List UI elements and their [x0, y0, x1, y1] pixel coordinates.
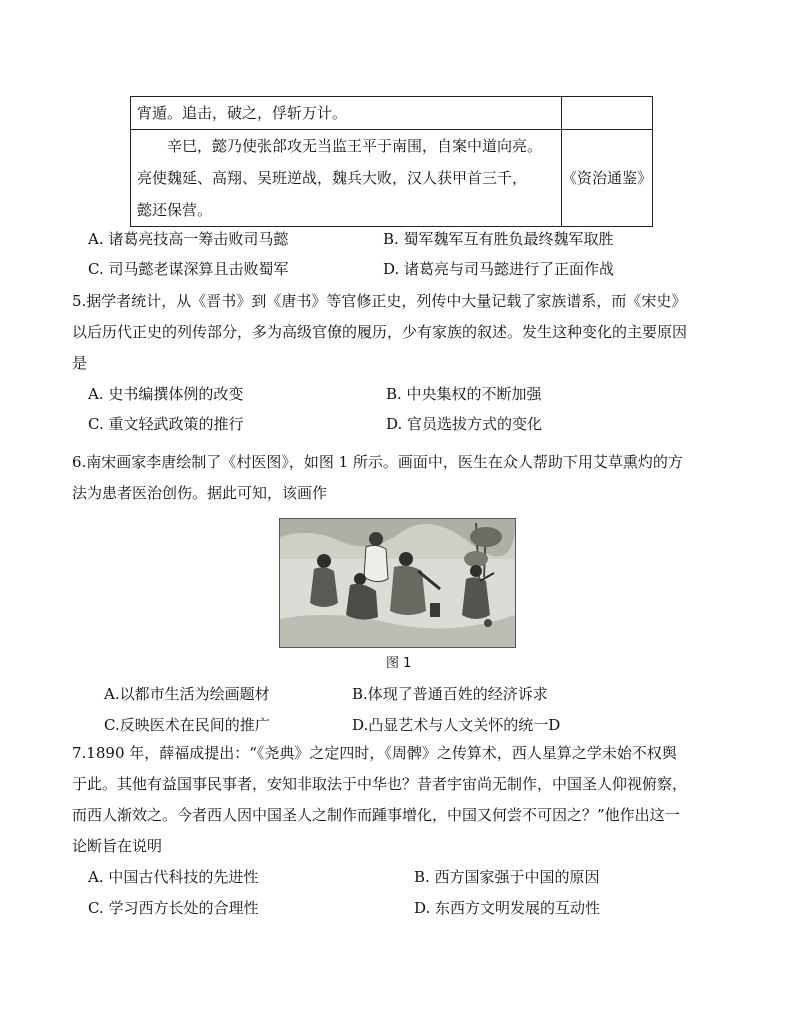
q5-option-b[interactable]: B. 中央集权的不断加强 [386, 385, 542, 403]
table-cell-text [131, 130, 562, 227]
q5-stem-line: 以后历代正史的列传部分，多为高级官僚的履历，少有家族的叙述。发生这种变化的主要原因 [72, 323, 688, 341]
table-cell-empty [562, 97, 653, 130]
table-cell-text: 宵遁。追击，破之，俘斩万计。 [131, 97, 562, 130]
q4-option-d[interactable]: D. 诸葛亮与司马懿进行了正面作战 [383, 260, 615, 278]
q6-option-a[interactable]: A.以都市生活为绘画题材 [104, 685, 270, 703]
q7-stem-line: 7.1890 年，薛福成提出：“《尧典》之定四时，《周髀》之传算术，西人星算之学未始不权舆 [72, 744, 677, 762]
q7-stem-line: 论断旨在说明 [72, 837, 163, 855]
table-text-line: 懿还保营。 [137, 201, 213, 219]
q5-option-c[interactable]: C. 重文轻武政策的推行 [88, 415, 244, 433]
q7-stem-line: 而西人渐效之。今者西人因中国圣人之制作而踵事增化，中国又何尝不可因之？”他作出这一 [72, 806, 680, 824]
q5-stem-line: 是 [72, 354, 88, 372]
painting-illustration [280, 519, 515, 647]
table-cell-source: 《资治通鉴》 [562, 130, 653, 227]
q7-option-d[interactable]: D. 东西方文明发展的互动性 [414, 899, 601, 917]
q7-option-b[interactable]: B. 西方国家强于中国的原因 [414, 868, 600, 886]
q6-option-b[interactable]: B.体现了普通百姓的经济诉求 [352, 685, 548, 703]
q5-option-a[interactable]: A. 史书编撰体例的改变 [88, 385, 244, 403]
q7-option-c[interactable]: C. 学习西方长处的合理性 [88, 899, 259, 917]
table-text-line: 亮使魏延、高翔、吴班逆战，魏兵大败，汉人获甲首三千， [137, 169, 528, 187]
q4-option-a[interactable]: A. 诸葛亮技高一筹击败司马懿 [88, 230, 289, 248]
q6-stem-line: 法为患者医治创伤。据此可知，该画作 [72, 484, 328, 502]
table-row [131, 130, 653, 227]
village-doctor-painting [279, 518, 516, 648]
q6-option-d[interactable]: D.凸显艺术与人文关怀的统一D [352, 716, 561, 734]
q5-option-d[interactable]: D. 官员选拔方式的变化 [386, 415, 543, 433]
q4-option-c[interactable]: C. 司马懿老谋深算且击败蜀军 [88, 260, 289, 278]
source-table [130, 96, 653, 227]
q6-stem-line: 6.南宋画家李唐绘制了《村医图》，如图 1 所示。画面中，医生在众人帮助下用艾草熏灼的方 [72, 453, 683, 471]
table-row [131, 97, 653, 130]
q7-option-a[interactable]: A. 中国古代科技的先进性 [88, 868, 259, 886]
table-text-line: 辛巳，懿乃使张郃攻无当监王平于南围，自案中道向亮。 [167, 137, 543, 155]
figure-caption: 图 1 [386, 656, 412, 671]
q7-stem-line: 于此。其他有益国事民事者，安知非取法于中华也？昔者宇宙尚无制作，中国圣人仰视俯察， [72, 775, 688, 793]
q6-option-c[interactable]: C.反映医术在民间的推广 [104, 716, 270, 734]
q4-option-b[interactable]: B. 蜀军魏军互有胜负最终魏军取胜 [383, 230, 614, 248]
q5-stem-line: 5.据学者统计，从《晋书》到《唐书》等官修正史，列传中大量记载了家族谱系，而《宋史》 [72, 292, 687, 310]
